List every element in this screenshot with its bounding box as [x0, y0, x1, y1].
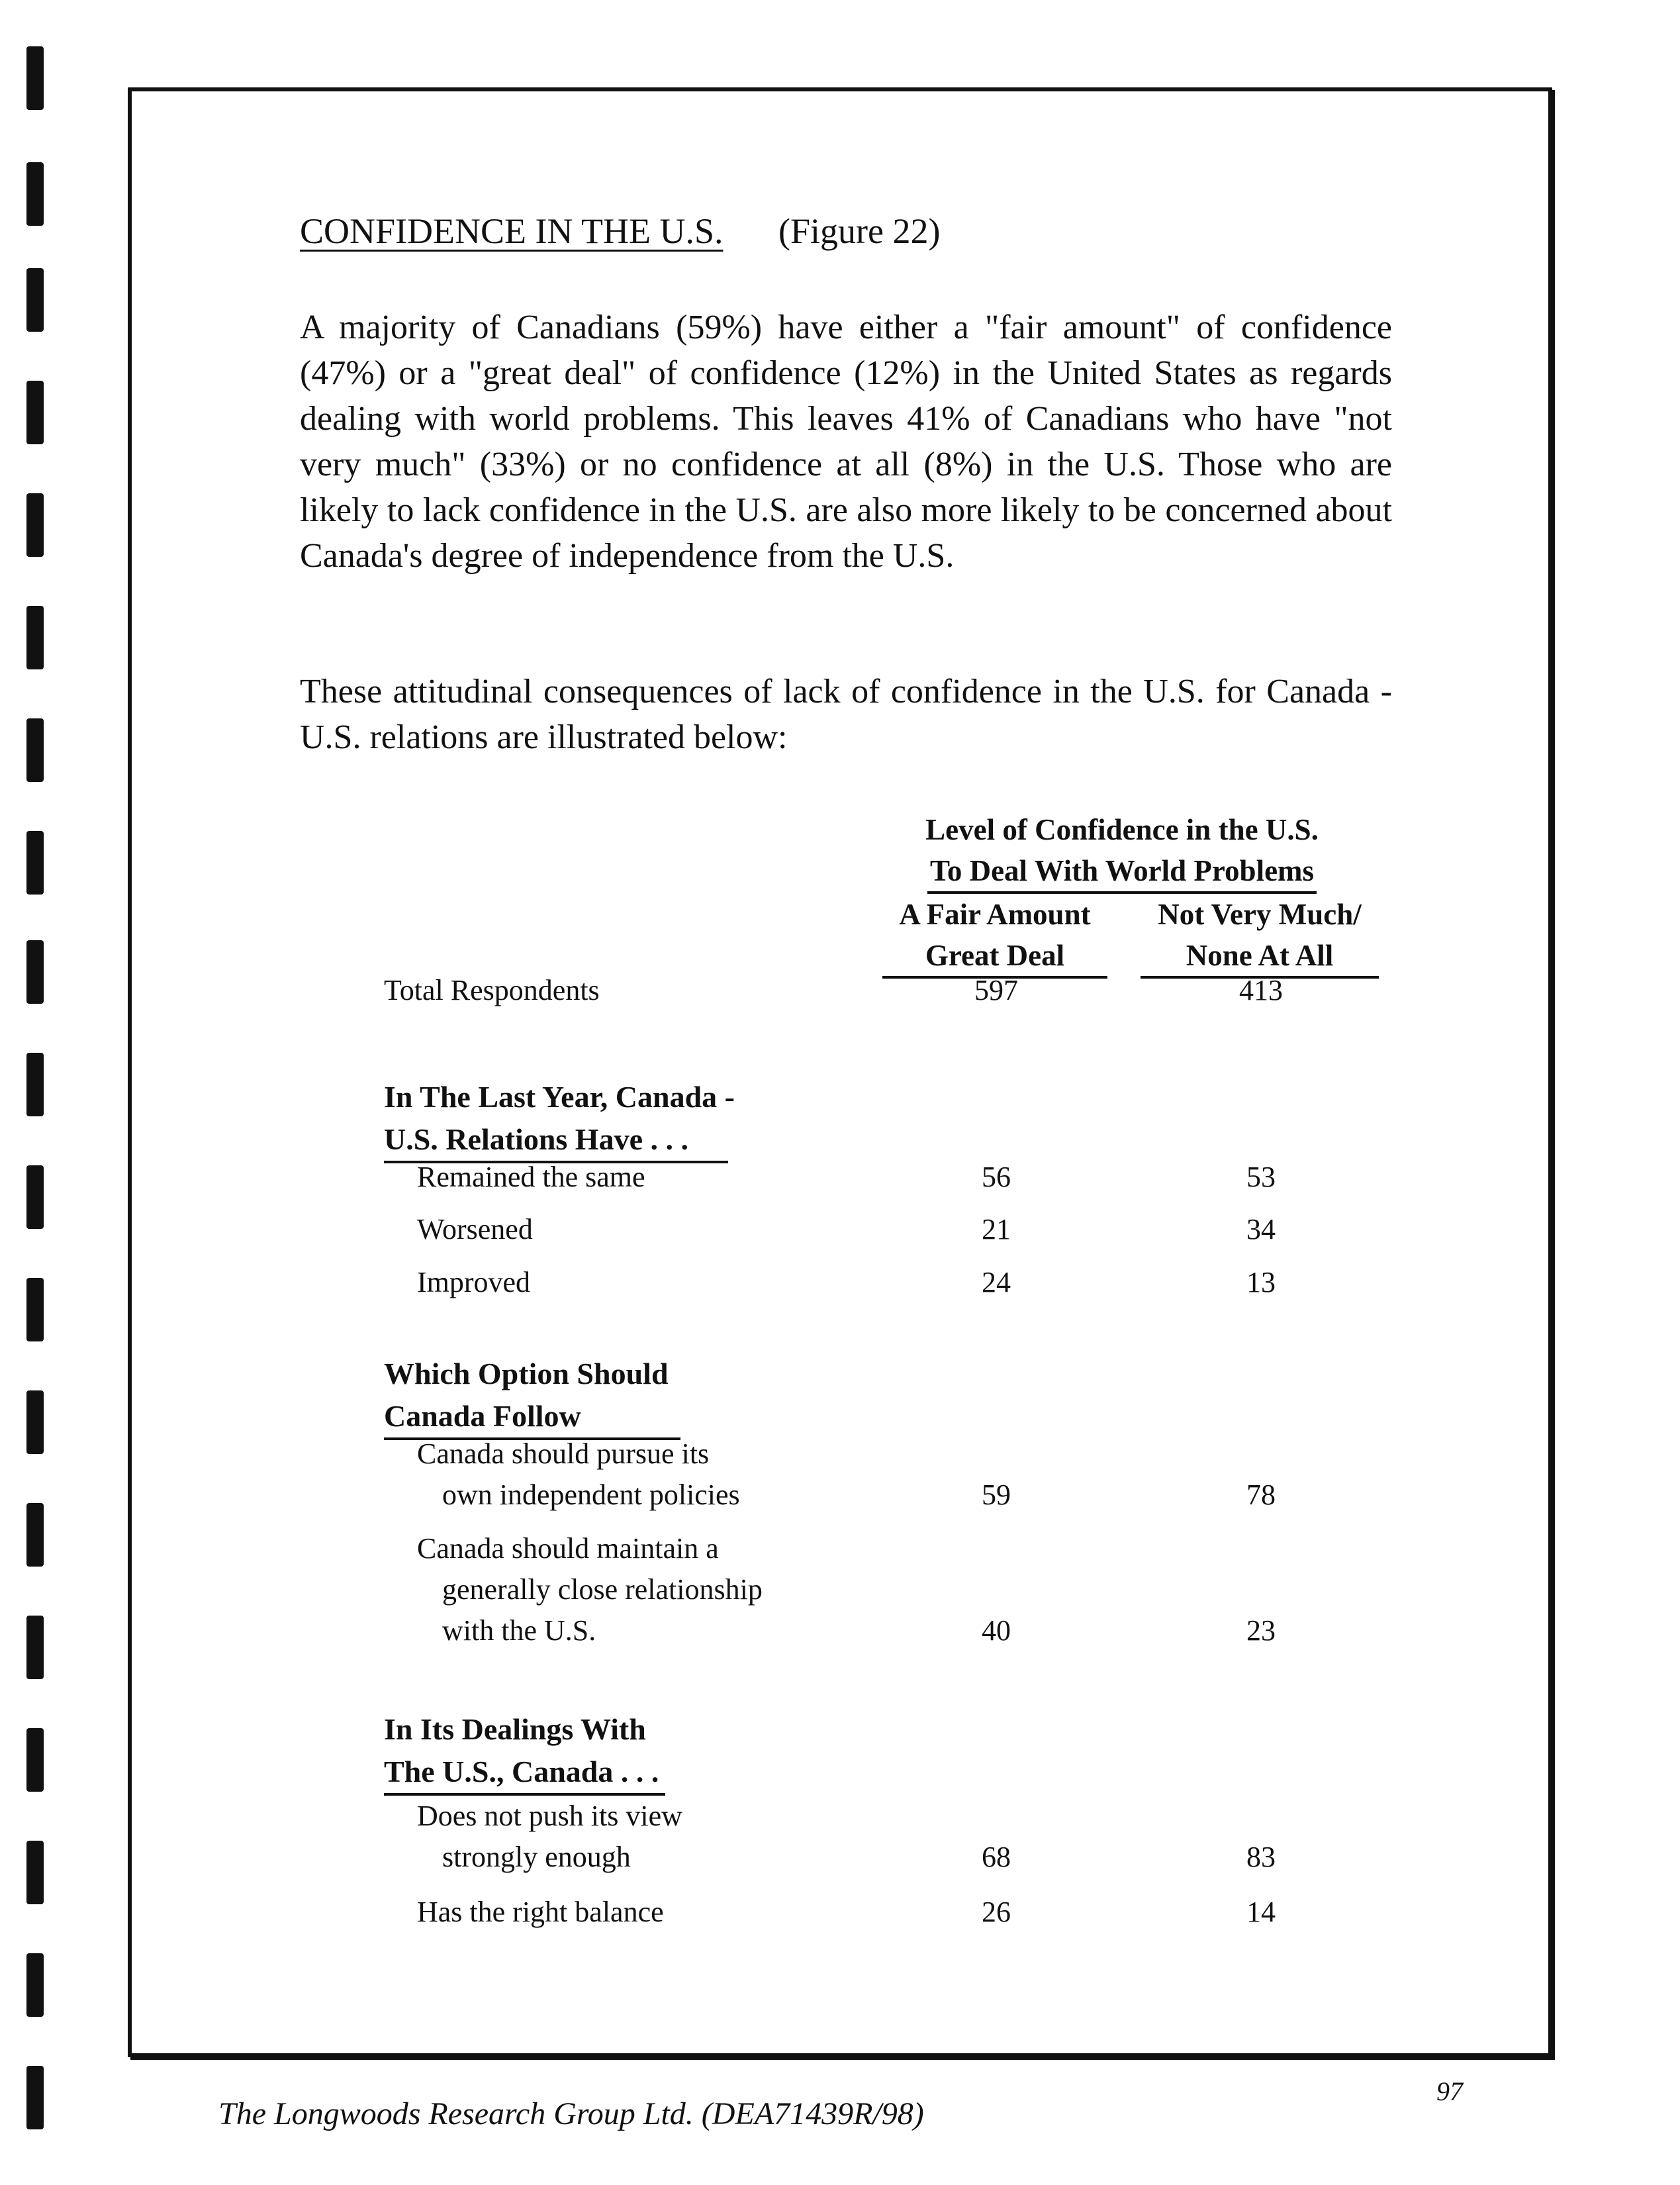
value-fair-amount: 59 — [982, 1479, 1011, 1511]
table-row-label-line — [0, 1531, 1680, 1573]
section-title-option — [384, 1353, 680, 1440]
table-row — [0, 1614, 1680, 1655]
section-title-relations — [384, 1076, 735, 1163]
page-heading — [300, 211, 940, 252]
column-header-line: A Fair Amount — [899, 898, 1091, 931]
column-header-line: Not Very Much/ — [1158, 898, 1362, 931]
table-row-label-line — [0, 1573, 1680, 1614]
section-title-line: Canada Follow — [384, 1395, 680, 1440]
body-paragraph-2: These attitudinal consequences of lack of confidence in the U.S. for Canada - U.S. relations are illustrated below: — [300, 673, 1392, 756]
row-label: Canada should maintain a — [417, 1532, 719, 1565]
table-row — [0, 1160, 1680, 1201]
row-label: Has the right balance — [417, 1896, 664, 1928]
value-not-very-much: 78 — [1246, 1479, 1276, 1511]
table-row — [0, 1212, 1680, 1253]
row-label: Total Respondents — [384, 974, 600, 1006]
table-row — [0, 1895, 1680, 1936]
binding-mark — [26, 2066, 44, 2129]
row-label: own independent policies — [442, 1479, 740, 1511]
binding-mark — [26, 493, 44, 557]
value-not-very-much: 83 — [1246, 1841, 1276, 1873]
value-fair-amount: 68 — [982, 1841, 1011, 1873]
column-header-fair-amount — [882, 894, 1107, 979]
value-fair-amount: 21 — [982, 1213, 1011, 1245]
heading-title: CONFIDENCE IN THE U.S. — [300, 211, 723, 251]
row-label: generally close relationship — [442, 1573, 763, 1606]
row-label: Worsened — [417, 1213, 533, 1245]
value-not-very-much: 13 — [1246, 1266, 1276, 1298]
table-row-total — [0, 973, 1680, 1014]
page-number: 97 — [1436, 2076, 1463, 2106]
value-not-very-much: 34 — [1246, 1213, 1276, 1245]
section-title-line: The U.S., Canada . . . — [384, 1751, 665, 1796]
section-title-dealings — [384, 1708, 665, 1796]
footer-company: The Longwoods Research Group Ltd. (DEA71439R/98) — [218, 2096, 924, 2131]
row-label: strongly enough — [442, 1841, 631, 1873]
section-title-line: In Its Dealings With — [384, 1712, 646, 1746]
binding-mark — [26, 162, 44, 226]
table-row — [0, 1478, 1680, 1519]
section-title-line: U.S. Relations Have . . . — [384, 1118, 728, 1163]
table-caption-line1: Level of Confidence in the U.S. — [925, 813, 1319, 846]
row-label: Improved — [417, 1266, 531, 1298]
value-not-very-much: 53 — [1246, 1161, 1276, 1193]
section-title-line: In The Last Year, Canada - — [384, 1080, 735, 1114]
binding-mark — [26, 1053, 44, 1116]
binding-mark — [26, 606, 44, 669]
column-header-line: None At All — [1186, 939, 1334, 972]
table-row — [0, 1265, 1680, 1306]
row-label: with the U.S. — [442, 1614, 596, 1647]
value-not-very-much: 23 — [1246, 1614, 1276, 1647]
binding-mark — [26, 46, 44, 110]
table-caption-line2: To Deal With World Problems — [927, 850, 1317, 894]
value-fair-amount: 56 — [982, 1161, 1011, 1193]
binding-mark — [26, 381, 44, 444]
value-not-very-much: 413 — [1239, 974, 1283, 1006]
binding-mark — [26, 1953, 44, 2017]
row-label: Does not push its view — [417, 1800, 682, 1832]
table-row-label-line — [0, 1799, 1680, 1840]
value-not-very-much: 14 — [1246, 1896, 1276, 1928]
table-row — [0, 1840, 1680, 1881]
column-header-line: Great Deal — [925, 939, 1065, 972]
table-caption — [880, 809, 1364, 894]
binding-mark — [26, 718, 44, 782]
binding-mark — [26, 268, 44, 332]
binding-mark — [26, 831, 44, 895]
figure-reference: (Figure 22) — [778, 211, 941, 251]
body-paragraph-1: A majority of Canadians (59%) have either a "fair amount" of confidence (47%) or a "great deal" of confidence (12%) in the United States as regards dealing with world problems. This leaves 41% of Canadians who have "not very much" (33%) or no confidence at all (8%) in the U.S. Those who are likely to lack confidence in the U.S. are also more likely to be concerned about Canada's degree of independence from the U.S. — [300, 309, 1392, 575]
binding-mark — [26, 1728, 44, 1792]
value-fair-amount: 26 — [982, 1896, 1011, 1928]
row-label: Remained the same — [417, 1161, 645, 1193]
section-title-line: Which Option Should — [384, 1357, 669, 1390]
value-fair-amount: 24 — [982, 1266, 1011, 1298]
column-header-not-very-much — [1141, 894, 1379, 979]
row-label: Canada should pursue its — [417, 1437, 710, 1470]
table-row-label-line — [0, 1437, 1680, 1478]
value-fair-amount: 40 — [982, 1614, 1011, 1647]
value-fair-amount: 597 — [974, 974, 1018, 1006]
